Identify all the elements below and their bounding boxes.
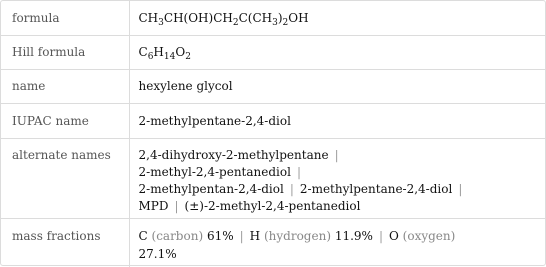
hill-part: C [138, 45, 148, 59]
table-row-mass-fractions [1, 219, 545, 267]
element-percent: 11.9% [334, 229, 373, 243]
formula-part: ) [277, 11, 283, 25]
element-name: (hydrogen) [263, 229, 331, 243]
table-row-iupac-name [1, 104, 545, 139]
separator: | [289, 182, 294, 196]
name-label: name [1, 70, 129, 104]
element-percent: 61% [206, 229, 234, 243]
formula-part: OH [288, 11, 309, 25]
formula-part: CH [138, 11, 159, 25]
hill-formula-value [129, 36, 545, 70]
separator: | [458, 182, 463, 196]
alternate-name: 2-methyl-2,4-pentanediol [138, 165, 291, 179]
alternate-name: (±)-2-methyl-2,4-pentanediol [184, 199, 361, 213]
alternate-name: 2-methylpentan-2,4-diol [138, 182, 284, 196]
element-symbol: C [138, 229, 148, 243]
formula-subscript: 2 [282, 18, 289, 28]
hill-subscript: 6 [147, 52, 154, 62]
hill-part: O [175, 45, 186, 59]
formula-part: C(CH [238, 11, 273, 25]
table-row-alternate-names [1, 139, 545, 219]
hill-part: H [153, 45, 164, 59]
iupac-name-label: IUPAC name [1, 104, 129, 139]
alternate-name: 2,4-dihydroxy-2-methylpentane [138, 148, 329, 162]
element-name: (carbon) [151, 229, 204, 243]
separator: | [239, 229, 244, 243]
formula-subscript: 3 [272, 18, 278, 28]
mass-fractions-label: mass fractions [1, 219, 129, 267]
separator: | [378, 229, 383, 243]
alternate-names-value [129, 139, 545, 219]
hill-formula-label: Hill formula [1, 36, 129, 70]
hill-subscript: 2 [185, 52, 191, 62]
formula-subscript: 3 [158, 18, 164, 28]
properties-table [1, 1, 545, 267]
alternate-names-label: alternate names [1, 139, 129, 219]
separator: | [296, 165, 301, 179]
mass-fractions-value [129, 219, 545, 267]
separator: | [334, 148, 339, 162]
alternate-name: 2-methylpentane-2,4-diol [299, 182, 453, 196]
formula-part: CH(OH)CH [163, 11, 233, 25]
separator: | [174, 199, 179, 213]
table-row-name [1, 70, 545, 104]
name-value: hexylene glycol [129, 70, 545, 104]
table-row-hill-formula [1, 36, 545, 70]
formula-value [129, 1, 545, 36]
formula-subscript: 2 [232, 18, 239, 28]
table-row-formula [1, 1, 545, 36]
alternate-name: MPD [138, 199, 169, 213]
iupac-name-value: 2-methylpentane-2,4-diol [129, 104, 545, 139]
hill-subscript: 14 [163, 52, 176, 62]
element-percent: 27.1% [138, 247, 177, 261]
element-name: (oxygen) [402, 229, 456, 243]
formula-label: formula [1, 1, 129, 36]
element-symbol: O [389, 229, 399, 243]
element-symbol: H [249, 229, 261, 243]
